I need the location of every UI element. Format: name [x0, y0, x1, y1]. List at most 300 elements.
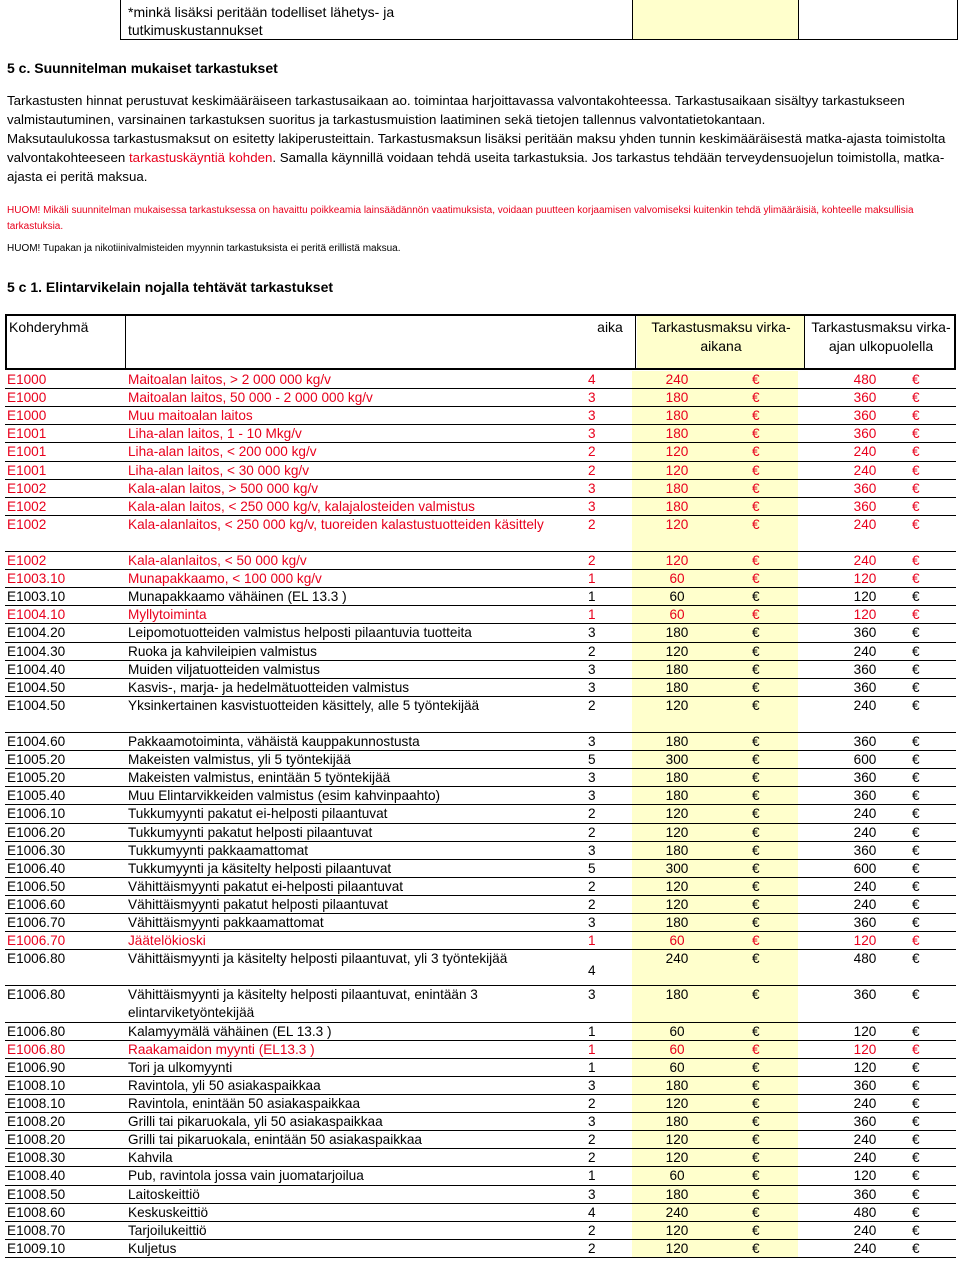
row-code: E1005.20 [7, 770, 66, 786]
table-row [0, 552, 960, 570]
row-description: Kahvila [128, 1150, 173, 1166]
euro-sign: € [912, 842, 920, 858]
prev-table-cell-virka [632, 0, 798, 40]
row-ulko-fee: 240 [853, 824, 877, 840]
note-tupakka [7, 241, 953, 257]
row-aika: 3 [588, 842, 596, 858]
euro-sign: € [752, 734, 760, 749]
row-description: Tukkumyynti pakatut helposti pilaantuvat [128, 824, 373, 840]
row-virka-fee: 180 [665, 1077, 689, 1093]
row-virka-fee: 60 [669, 607, 685, 623]
euro-sign: € [752, 896, 760, 912]
header-aika: aika [597, 319, 623, 335]
row-ulko-fee: 360 [853, 770, 877, 786]
header-divider [635, 316, 636, 368]
row-code: E1006.30 [7, 842, 66, 858]
euro-sign: € [912, 661, 920, 677]
note-tupakka-text: HUOM! Tupakan ja nikotiinivalmisteiden myynnin tarkastuksista ei peritä erillistä maksua. [7, 243, 401, 254]
row-aika: 2 [588, 1240, 596, 1256]
row-virka-fee: 120 [665, 462, 689, 478]
row-virka-fee: 240 [665, 372, 689, 387]
table-row [0, 751, 960, 769]
row-ulko-fee: 600 [853, 860, 877, 876]
row-code: E1006.80 [7, 1023, 66, 1039]
row-aika: 5 [588, 860, 596, 876]
row-code: E1004.40 [7, 661, 66, 677]
row-description: Vähittäismyynti ja käsitelty helposti pilaantuvat, enintään 3 elintarviketyöntekijää [128, 987, 478, 1021]
row-ulko-fee: 360 [853, 480, 877, 496]
euro-sign: € [752, 788, 760, 804]
row-aika: 2 [588, 806, 596, 822]
euro-sign: € [752, 589, 760, 605]
row-ulko-fee: 120 [853, 589, 877, 605]
euro-sign: € [752, 1132, 760, 1148]
row-description: Kala-alanlaitos, < 50 000 kg/v [128, 553, 307, 568]
row-code: E1006.60 [7, 896, 66, 912]
row-virka-fee: 120 [665, 444, 689, 460]
row-description: Pub, ravintola jossa vain juomatarjoilua [128, 1168, 364, 1184]
table-row [0, 932, 960, 950]
prev-table-cell-ulko [798, 0, 958, 40]
row-description: Pakkaamotoiminta, vähäistä kauppakunnostusta [128, 734, 420, 749]
row-virka-fee: 180 [665, 842, 689, 858]
row-aika: 3 [588, 408, 596, 424]
row-ulko-fee: 240 [853, 516, 877, 532]
row-ulko-fee: 120 [853, 1168, 877, 1184]
row-virka-fee: 180 [665, 498, 689, 514]
table-row [0, 371, 960, 389]
row-virka-fee: 180 [665, 661, 689, 677]
euro-sign: € [912, 1041, 920, 1057]
row-description: Muiden viljatuotteiden valmistus [128, 661, 320, 677]
row-virka-fee: 120 [665, 643, 689, 659]
row-code: E1004.60 [7, 734, 66, 749]
table-row [0, 950, 960, 986]
row-virka-fee: 60 [669, 1023, 685, 1039]
row-virka-fee: 120 [665, 806, 689, 822]
row-virka-fee: 180 [665, 770, 689, 786]
header-virka-aikana: Tarkastusmaksu virka-aikana [637, 316, 805, 368]
euro-sign: € [912, 1023, 920, 1039]
euro-sign: € [752, 1186, 760, 1202]
row-ulko-fee: 360 [853, 390, 877, 406]
row-code: E1003.10 [7, 571, 66, 587]
row-description: Munapakkaamo, < 100 000 kg/v [128, 571, 322, 587]
euro-sign: € [752, 625, 760, 641]
row-code: E1006.40 [7, 860, 66, 876]
euro-sign: € [912, 1150, 920, 1166]
euro-sign: € [752, 679, 760, 695]
row-ulko-fee: 240 [853, 878, 877, 894]
euro-sign: € [752, 1168, 760, 1184]
row-code: E1006.10 [7, 806, 66, 822]
row-code: E1008.20 [7, 1132, 66, 1148]
euro-sign: € [912, 390, 920, 406]
row-aika: 2 [588, 516, 596, 532]
euro-sign: € [752, 498, 760, 514]
row-aika: 2 [588, 896, 596, 912]
header-divider [804, 316, 805, 368]
row-virka-fee: 60 [669, 589, 685, 605]
row-aika: 3 [588, 1114, 596, 1130]
euro-sign: € [912, 806, 920, 822]
table-row [0, 769, 960, 787]
row-virka-fee: 120 [665, 1240, 689, 1256]
row-description: Liha-alan laitos, < 30 000 kg/v [128, 462, 309, 478]
row-code: E1008.10 [7, 1077, 66, 1093]
row-code: E1008.10 [7, 1096, 66, 1111]
row-code: E1006.80 [7, 951, 66, 967]
row-virka-fee: 180 [665, 1114, 689, 1130]
row-description: Maitoalan laitos, 50 000 - 2 000 000 kg/v [128, 390, 373, 406]
row-virka-fee: 120 [665, 1132, 689, 1148]
table-row [0, 787, 960, 805]
row-virka-fee: 180 [665, 915, 689, 930]
euro-sign: € [912, 915, 920, 930]
row-virka-fee: 120 [665, 1096, 689, 1111]
euro-sign: € [912, 770, 920, 786]
row-code: E1006.80 [7, 987, 66, 1003]
table-row [0, 1095, 960, 1113]
euro-sign: € [752, 806, 760, 822]
euro-sign: € [752, 1041, 760, 1057]
row-code: E1004.50 [7, 679, 66, 695]
row-aika: 1 [588, 1023, 596, 1039]
row-description: Myllytoiminta [128, 607, 207, 623]
table-row [0, 425, 960, 443]
row-ulko-fee: 240 [853, 444, 877, 460]
row-ulko-fee: 240 [853, 1150, 877, 1166]
row-virka-fee: 120 [665, 896, 689, 912]
euro-sign: € [752, 842, 760, 858]
euro-sign: € [752, 770, 760, 786]
row-description: Liha-alan laitos, 1 - 10 Mkg/v [128, 426, 302, 442]
row-ulko-fee: 240 [853, 1222, 877, 1238]
euro-sign: € [752, 697, 760, 713]
row-virka-fee: 300 [665, 752, 689, 768]
row-ulko-fee: 240 [853, 643, 877, 659]
table-row [0, 679, 960, 697]
table-row [0, 389, 960, 407]
para2-text-red: tarkastuskäyntiä kohden [128, 150, 273, 165]
euro-sign: € [752, 1150, 760, 1166]
row-description: Leipomotuotteiden valmistus helposti pilaantuvia tuotteita [128, 625, 472, 641]
table-row [0, 1186, 960, 1204]
row-description: Vähittäismyynti pakatut ei-helposti pilaantuvat [128, 878, 404, 894]
section-5c-title: 5 c. Suunnitelman mukaiset tarkastukset [7, 60, 278, 76]
euro-sign: € [912, 516, 920, 532]
table-row [0, 842, 960, 860]
row-code: E1009.10 [7, 1240, 66, 1256]
table-row [0, 824, 960, 842]
table-row [0, 878, 960, 896]
row-ulko-fee: 120 [853, 1023, 877, 1039]
row-aika: 2 [588, 878, 596, 894]
row-description: Vähittäismyynti pakkaamattomat [128, 915, 324, 930]
row-code: E1000 [7, 372, 47, 387]
row-code: E1006.50 [7, 878, 66, 894]
row-virka-fee: 180 [665, 987, 689, 1003]
row-code: E1006.90 [7, 1059, 66, 1075]
table-row [0, 986, 960, 1022]
table-row [0, 643, 960, 661]
table-row [0, 1167, 960, 1185]
row-ulko-fee: 240 [853, 1096, 877, 1111]
row-description: Makeisten valmistus, yli 5 työntekijää [128, 752, 351, 768]
row-code: E1008.60 [7, 1204, 66, 1220]
row-ulko-fee: 120 [853, 1041, 877, 1057]
euro-sign: € [752, 661, 760, 677]
euro-sign: € [752, 1096, 760, 1111]
euro-sign: € [752, 860, 760, 876]
row-aika: 2 [588, 1096, 596, 1111]
row-virka-fee: 300 [665, 860, 689, 876]
euro-sign: € [752, 1204, 760, 1220]
row-virka-fee: 240 [665, 1204, 689, 1220]
euro-sign: € [912, 480, 920, 496]
row-description: Yksinkertainen kasvistuotteiden käsittely, alle 5 työntekijää [128, 697, 480, 713]
euro-sign: € [752, 480, 760, 496]
row-aika: 3 [588, 661, 596, 677]
note-poikkeamat [7, 203, 953, 235]
row-virka-fee: 60 [669, 1059, 685, 1075]
euro-sign: € [912, 987, 920, 1003]
row-description: Tukkumyynti ja käsitelty helposti pilaantuvat [128, 860, 392, 876]
euro-sign: € [752, 444, 760, 460]
row-code: E1006.70 [7, 933, 66, 949]
euro-sign: € [752, 462, 760, 478]
row-description: Kala-alan laitos, < 250 000 kg/v, kalajalosteiden valmistus [128, 498, 475, 514]
row-description: Kala-alanlaitos, < 250 000 kg/v, tuoreiden kalastustuotteiden käsittely [128, 516, 544, 532]
euro-sign: € [752, 1059, 760, 1075]
row-code: E1008.70 [7, 1222, 66, 1238]
row-aika: 3 [588, 625, 596, 641]
row-description: Ravintola, yli 50 asiakaspaikkaa [128, 1077, 321, 1093]
euro-sign: € [912, 752, 920, 768]
table-row [0, 1240, 960, 1258]
row-ulko-fee: 120 [853, 933, 877, 949]
euro-sign: € [912, 951, 920, 967]
euro-sign: € [912, 625, 920, 641]
euro-sign: € [752, 878, 760, 894]
table-row [0, 606, 960, 624]
row-description: Kuljetus [128, 1240, 177, 1256]
euro-sign: € [752, 390, 760, 406]
row-aika: 4 [588, 963, 596, 979]
table-row [0, 805, 960, 823]
row-description: Kasvis-, marja- ja hedelmätuotteiden valmistus [128, 679, 410, 695]
table-row [0, 588, 960, 606]
row-virka-fee: 60 [669, 1041, 685, 1057]
row-description: Raakamaidon myynti (EL13.3 ) [128, 1041, 315, 1057]
row-code: E1008.40 [7, 1168, 66, 1184]
row-ulko-fee: 600 [853, 752, 877, 768]
euro-sign: € [752, 752, 760, 768]
row-aika: 1 [588, 933, 596, 949]
row-divider [5, 1257, 956, 1258]
prev-table-note: *minkä lisäksi peritään todelliset lähetys- ja tutkimuskustannukset [128, 4, 395, 38]
euro-sign: € [912, 1168, 920, 1184]
row-ulko-fee: 480 [853, 1204, 877, 1220]
euro-sign: € [912, 878, 920, 894]
row-virka-fee: 180 [665, 788, 689, 804]
row-description: Vähittäismyynti ja käsitelty helposti pilaantuvat, yli 3 työntekijää [128, 951, 508, 967]
euro-sign: € [912, 426, 920, 442]
row-code: E1008.30 [7, 1150, 66, 1166]
row-code: E1002 [7, 553, 47, 568]
row-aika: 1 [588, 571, 596, 587]
euro-sign: € [912, 462, 920, 478]
row-description: Laitoskeittiö [128, 1186, 200, 1202]
row-aika: 3 [588, 498, 596, 514]
row-ulko-fee: 360 [853, 1186, 877, 1202]
euro-sign: € [912, 571, 920, 587]
header-divider [125, 316, 126, 368]
row-description: Tori ja ulkomyynti [128, 1059, 233, 1075]
row-code: E1000 [7, 390, 47, 406]
header-ulkopuolella: Tarkastusmaksu virka-ajan ulkopuolella [811, 319, 951, 354]
row-ulko-fee: 360 [853, 987, 877, 1003]
row-code: E1008.20 [7, 1114, 66, 1130]
row-description: Liha-alan laitos, < 200 000 kg/v [128, 444, 317, 460]
table-row [0, 733, 960, 751]
euro-sign: € [912, 553, 920, 568]
euro-sign: € [752, 951, 760, 967]
row-aika: 1 [588, 1168, 596, 1184]
row-ulko-fee: 360 [853, 1077, 877, 1093]
row-code: E1001 [7, 462, 47, 478]
row-description: Kalamyymälä vähäinen (EL 13.3 ) [128, 1023, 332, 1039]
row-code: E1004.50 [7, 697, 66, 713]
row-aika: 2 [588, 462, 596, 478]
section-5c1-title: 5 c 1. Elintarvikelain nojalla tehtävät tarkastukset [7, 279, 334, 295]
row-aika: 2 [588, 553, 596, 568]
table-row [0, 1059, 960, 1077]
euro-sign: € [912, 1240, 920, 1256]
row-code: E1006.80 [7, 1041, 66, 1057]
euro-sign: € [912, 1132, 920, 1148]
euro-sign: € [912, 860, 920, 876]
table-row [0, 860, 960, 878]
row-aika: 1 [588, 589, 596, 605]
table-row [0, 1041, 960, 1059]
table-row [0, 1131, 960, 1149]
euro-sign: € [912, 1077, 920, 1093]
row-description: Vähittäismyynti pakatut helposti pilaantuvat [128, 896, 388, 912]
euro-sign: € [752, 1240, 760, 1256]
para2-text-a: Maksutaulukossa tarkastusmaksut on esitetty lakiperusteittain. Tarkastusmaksun lisäksi peritään maksu yhden tunnin keskimääräisestä matka-ajasta toimistolta valvontakohteeseen [7, 131, 946, 165]
row-aika: 2 [588, 643, 596, 659]
euro-sign: € [912, 643, 920, 659]
euro-sign: € [752, 915, 760, 930]
row-virka-fee: 120 [665, 878, 689, 894]
euro-sign: € [912, 607, 920, 623]
row-virka-fee: 180 [665, 734, 689, 749]
row-virka-fee: 120 [665, 697, 689, 713]
row-code: E1000 [7, 408, 47, 424]
table-row [0, 1077, 960, 1095]
table-row [0, 1023, 960, 1041]
euro-sign: € [912, 679, 920, 695]
row-ulko-fee: 360 [853, 788, 877, 804]
row-code: E1004.30 [7, 643, 66, 659]
row-description: Ruoka ja kahvileipien valmistus [128, 643, 317, 659]
euro-sign: € [912, 408, 920, 424]
row-ulko-fee: 360 [853, 625, 877, 641]
row-description: Makeisten valmistus, enintään 5 työntekijää [128, 770, 391, 786]
row-aika: 4 [588, 1204, 596, 1220]
row-virka-fee: 120 [665, 1222, 689, 1238]
euro-sign: € [752, 372, 760, 387]
table-row [0, 462, 960, 480]
euro-sign: € [912, 697, 920, 713]
euro-sign: € [912, 1204, 920, 1220]
row-ulko-fee: 120 [853, 1059, 877, 1075]
row-ulko-fee: 360 [853, 426, 877, 442]
row-virka-fee: 180 [665, 426, 689, 442]
row-ulko-fee: 480 [853, 951, 877, 967]
row-aika: 2 [588, 444, 596, 460]
row-aika: 1 [588, 607, 596, 623]
row-virka-fee: 120 [665, 1150, 689, 1166]
table-row [0, 697, 960, 733]
table-row [0, 661, 960, 679]
row-description: Munapakkaamo vähäinen (EL 13.3 ) [128, 589, 347, 605]
row-description: Muu maitoalan laitos [128, 408, 253, 424]
row-code: E1001 [7, 426, 47, 442]
euro-sign: € [752, 987, 760, 1003]
row-code: E1001 [7, 444, 47, 460]
row-ulko-fee: 360 [853, 1114, 877, 1130]
euro-sign: € [912, 1096, 920, 1111]
table-row [0, 443, 960, 461]
row-aika: 2 [588, 1222, 596, 1238]
row-aika: 3 [588, 480, 596, 496]
row-virka-fee: 180 [665, 1186, 689, 1202]
row-aika: 3 [588, 770, 596, 786]
row-description: Tarjoilukeittiö [128, 1222, 207, 1238]
table-row [0, 896, 960, 914]
row-code: E1004.10 [7, 607, 66, 623]
row-code: E1002 [7, 498, 47, 514]
euro-sign: € [752, 1222, 760, 1238]
row-virka-fee: 120 [665, 516, 689, 532]
table-row [0, 914, 960, 932]
euro-sign: € [912, 788, 920, 804]
table-row [0, 570, 960, 588]
row-code: E1005.20 [7, 752, 66, 768]
row-description: Keskuskeittiö [128, 1204, 209, 1220]
row-virka-fee: 120 [665, 824, 689, 840]
table-row [0, 1222, 960, 1240]
euro-sign: € [912, 444, 920, 460]
row-aika: 2 [588, 697, 596, 713]
row-ulko-fee: 240 [853, 896, 877, 912]
row-code: E1006.20 [7, 824, 66, 840]
euro-sign: € [912, 933, 920, 949]
row-code: E1003.10 [7, 589, 66, 605]
euro-sign: € [752, 408, 760, 424]
row-virka-fee: 180 [665, 625, 689, 641]
row-description: Grilli tai pikaruokala, enintään 50 asiakaspaikkaa [128, 1132, 422, 1148]
row-ulko-fee: 240 [853, 1240, 877, 1256]
row-aika: 1 [588, 1041, 596, 1057]
row-virka-fee: 60 [669, 933, 685, 949]
euro-sign: € [912, 734, 920, 749]
row-description: Muu Elintarvikkeiden valmistus (esim kahvinpaahto) [128, 788, 441, 804]
note-poikkeamat-text: HUOM! Mikäli suunnitelman mukaisessa tarkastuksessa on havaittu poikkeamia lainsäädännön vaatimuksista, voidaan puutteen korjaamisen valvomiseksi kuitenkin tehdä ylimääräisiä, kohteelle maksullisia tarkastuksia. [7, 205, 914, 232]
row-description: Kala-alan laitos, > 500 000 kg/v [128, 480, 319, 496]
